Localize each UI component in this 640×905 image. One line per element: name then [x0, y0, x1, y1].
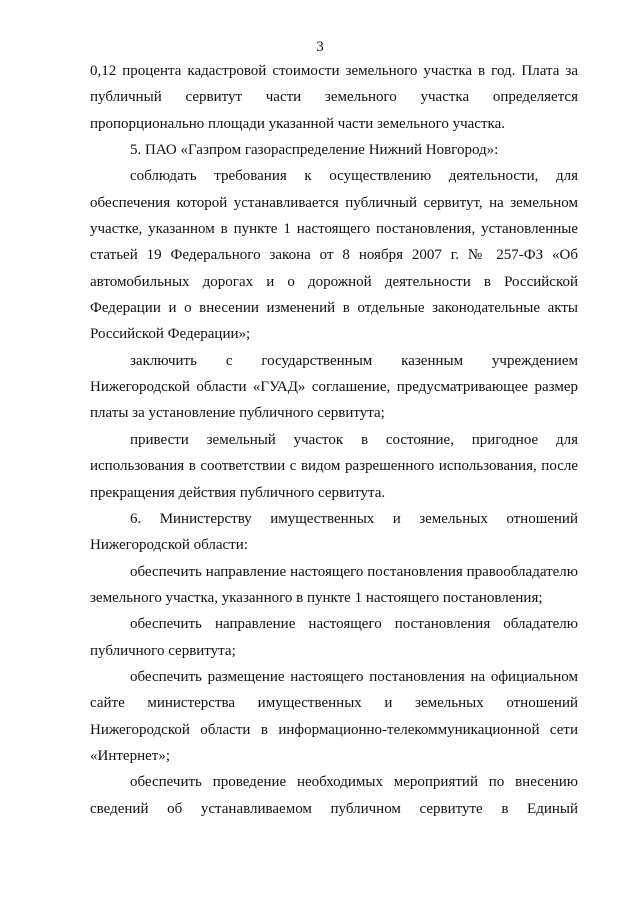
paragraph-item-6-publish: обеспечить размещение настоящего постановления на официальном сайте министерства имущественных и земельных отношений Нижегородской области в информационно-телекоммуникационной сети «Интернет»; [90, 668, 578, 764]
paragraph-fee-continuation: 0,12 процента кадастровой стоимости земельного участка в год. Плата за публичный сервитут части земельного участка определяется пропорционально площади указанной части земельного участка. [90, 63, 578, 132]
paragraph-item-6-heading: 6. Министерству имущественных и земельных отношений Нижегородской области: [90, 510, 578, 554]
paragraph-item-6-registry: обеспечить проведение необходимых мероприятий по внесению сведений об устанавливаемом публичном сервитуте в Единый [90, 774, 578, 817]
paragraph-item-6-send-holder: обеспечить направление настоящего постановления обладателю публичного сервитута; [90, 616, 578, 659]
paragraph-item-6-send-owner: обеспечить направление настоящего постановления правообладателю земельного участка, указанного в пункте 1 настоящего постановления; [90, 563, 578, 606]
paragraph-item-5-agreement: заключить с государственным казенным учреждением Нижегородской области «ГУАД» соглашение, предусматривающее размер платы за установление публичного сервитута; [90, 352, 578, 422]
paragraph-item-5-restore: привести земельный участок в состояние, пригодное для использования в соответствии с видом разрешенного использования, после прекращения действия публичного сервитута. [90, 431, 578, 501]
body-text [90, 58, 578, 822]
paragraph-item-5-comply: соблюдать требования к осуществлению деятельности, для обеспечения которой устанавливается публичный сервитут, на земельном участке, указанном в пункте 1 настоящего постановления, установленные статьей 19 Федерального закона от 8 ноября 2007 г. № 257-ФЗ «Об автомобильных дорогах и о дорожной деятельности в Российской Федерации и о внесении изменений в отдельные законодательные акты Российской Федерации»; [90, 168, 578, 343]
paragraph-item-5-heading: 5. ПАО «Газпром газораспределение Нижний Новгород»: [130, 142, 499, 159]
page-number: 3 [316, 39, 324, 55]
